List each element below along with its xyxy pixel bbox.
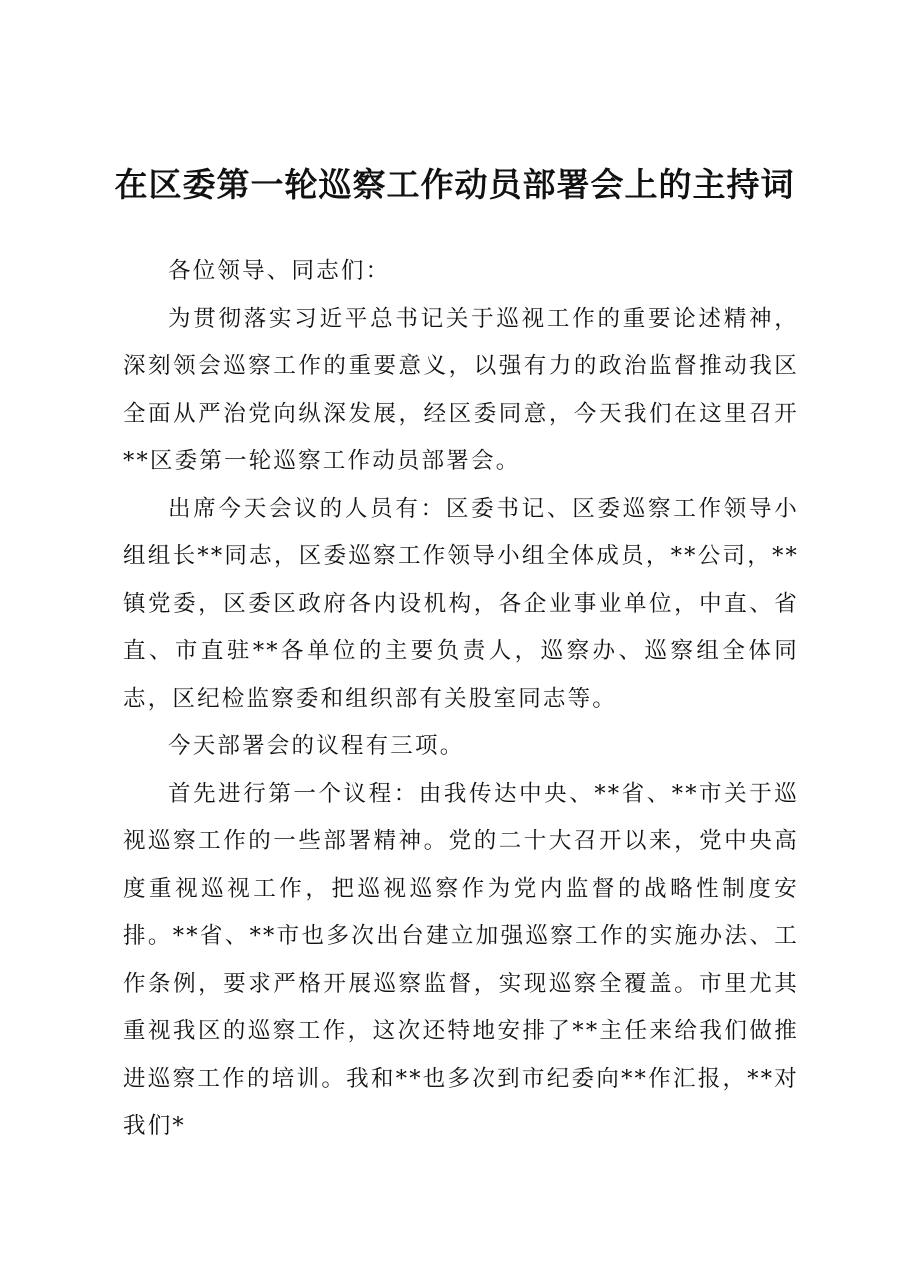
paragraph-purpose: 为贯彻落实习近平总书记关于巡视工作的重要论述精神，深刻领会巡察工作的重要意义，以强有力的政治监督推动我区全面从严治党向纵深发展，经区委同意，今天我们在这里召开**区委第一轮巡察工作动员部署会。	[123, 305, 799, 474]
paragraph-greeting: 各位领导、同志们：	[168, 258, 391, 284]
paragraph-attendees: 出席今天会议的人员有：区委书记、区委巡察工作领导小组组长**同志，区委巡察工作领导小组全体成员，**公司，**镇党委，区委区政府各内设机构，各企业事业单位，中直、省直、市直驻**各单位的主要负责人，巡察办、巡察组全体同志，区纪检监察委和组织部有关股室同志等。	[123, 495, 799, 712]
document-title: 在区委第一轮巡察工作动员部署会上的主持词	[114, 165, 795, 204]
document-body	[123, 248, 799, 1151]
paragraph-first-item: 首先进行第一个议程：由我传达中央、**省、**市关于巡视巡察工作的一些部署精神。党的二十大召开以来，党中央高度重视巡视工作，把巡视巡察作为党内监督的战略性制度安排。**省、**市也多次出台建立加强巡察工作的实施办法、工作条例，要求严格开展巡察监督，实现巡察全覆盖。市里尤其重视我区的巡察工作，这次还特地安排了**主任来给我们做推进巡察工作的培训。我和**也多次到市纪委向**作汇报，**对我们*	[123, 780, 799, 1139]
paragraph-agenda: 今天部署会的议程有三项。	[168, 733, 465, 759]
